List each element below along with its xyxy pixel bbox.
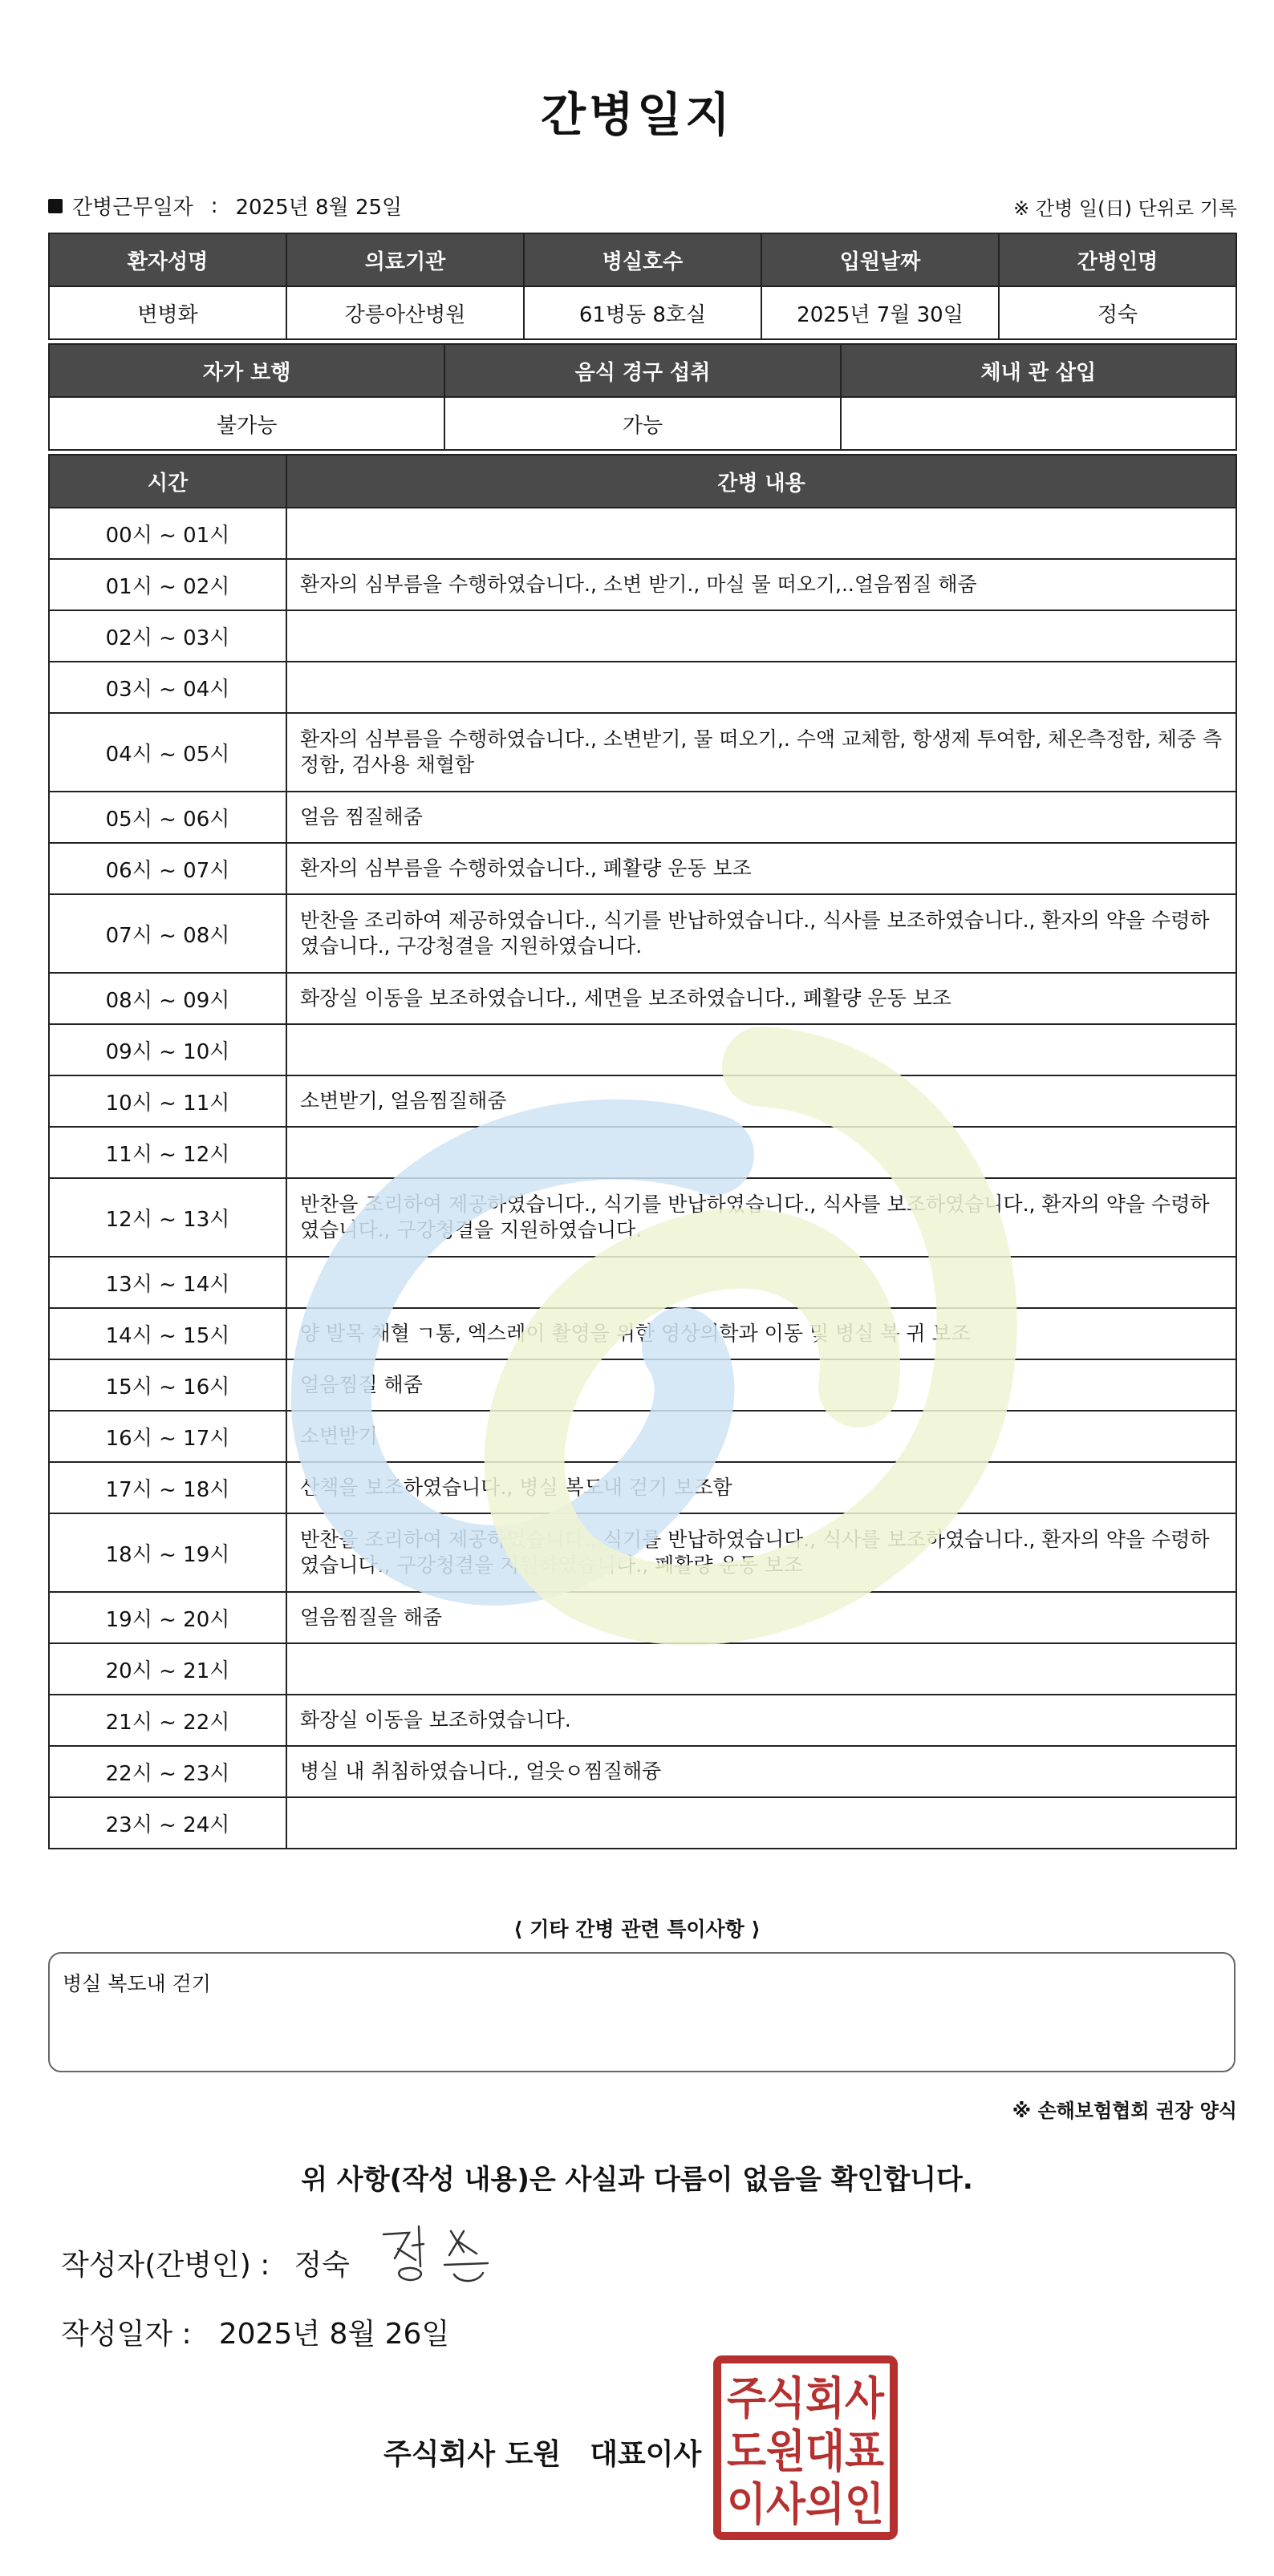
time-cell: 13시 ~ 14시 [49, 1257, 286, 1308]
time-cell: 19시 ~ 20시 [49, 1592, 286, 1643]
page-title: 간병일지 [540, 87, 734, 142]
table-row [49, 894, 1236, 973]
time-cell: 15시 ~ 16시 [49, 1359, 286, 1411]
content-cell: 반찬을 조리하여 제공하였습니다., 식기를 반납하였습니다., 식사를 보조하였습니다., 환자의 약을 수령하였습니다., 구강청결을 지원하였습니다. [286, 1178, 1236, 1257]
svg-text:이사의인: 이사의인 [727, 2479, 884, 2531]
table-row [49, 1411, 1236, 1462]
content-cell: 얼음찜질 해줌 [286, 1359, 1236, 1411]
time-cell: 03시 ~ 04시 [49, 662, 286, 713]
time-cell: 10시 ~ 11시 [49, 1075, 286, 1127]
content-cell: 산책을 보조하였습니다., 병실 복도내 걷기 보조함 [286, 1462, 1236, 1513]
time-cell: 08시 ~ 09시 [49, 973, 286, 1024]
company-name: 주식회사 도원 [383, 2438, 562, 2471]
oral-intake-value: 가능 [444, 397, 840, 450]
time-cell: 23시 ~ 24시 [49, 1797, 286, 1849]
table-row [49, 1359, 1236, 1411]
table-row [49, 610, 1236, 662]
table-row [49, 792, 1236, 843]
content-cell: 소변받기, 얼음찜질해줌 [286, 1075, 1236, 1127]
table-row [49, 559, 1236, 610]
time-cell: 18시 ~ 19시 [49, 1513, 286, 1592]
content-cell [286, 662, 1236, 713]
patient-name: 변병화 [49, 286, 286, 339]
content-cell: 반찬을 조리하여 제공하였습니다., 식기를 반납하였습니다., 식사를 보조하였습니다., 환자의 약을 수령하였습니다., 구강청결을 지원하였습니다., 폐활량 운동 보조 [286, 1513, 1236, 1592]
content-cell: 환자의 심부름을 수행하였습니다., 소변받기, 물 떠오기,. 수액 교체함, 항생제 투여함, 체온측정함, 체중 측정함, 검사용 채혈함 [286, 713, 1236, 792]
table-row [49, 1257, 1236, 1308]
content-cell [286, 1024, 1236, 1075]
content-cell: 얼음 찜질해줌 [286, 792, 1236, 843]
time-cell: 17시 ~ 18시 [49, 1462, 286, 1513]
content-cell: 환자의 심부름을 수행하였습니다., 소변 받기., 마실 물 떠오기,..얼음찜질 해줌 [286, 559, 1236, 610]
time-cell: 09시 ~ 10시 [49, 1024, 286, 1075]
writer-row [61, 2242, 350, 2283]
table-row [49, 1024, 1236, 1075]
time-cell: 12시 ~ 13시 [49, 1178, 286, 1257]
write-date-value: 2025년 8월 26일 [218, 2318, 450, 2351]
patient-info-table [48, 233, 1237, 340]
table-row [49, 1308, 1236, 1359]
table-row [49, 508, 1236, 559]
svg-text:주식회사: 주식회사 [727, 2373, 885, 2425]
table-row [49, 1513, 1236, 1592]
table-row [49, 662, 1236, 713]
time-cell: 00시 ~ 01시 [49, 508, 286, 559]
content-cell: 환자의 심부름을 수행하였습니다., 폐활량 운동 보조 [286, 843, 1236, 894]
table-row [49, 843, 1236, 894]
svg-text:도원대표: 도원대표 [727, 2426, 884, 2478]
time-cell: 21시 ~ 22시 [49, 1695, 286, 1746]
content-cell [286, 508, 1236, 559]
table-row [49, 1643, 1236, 1695]
admission-date: 2025년 7월 30일 [761, 286, 999, 339]
square-bullet-icon [48, 199, 63, 213]
table-row [49, 1695, 1236, 1746]
header-oral-intake: 음식 경구 섭취 [444, 344, 840, 397]
company-seal [712, 2355, 899, 2541]
time-cell: 16시 ~ 17시 [49, 1411, 286, 1462]
table-row [49, 1178, 1236, 1257]
content-cell: 병실 내 취침하였습니다., 얼읏ㅇ찜질해즁 [286, 1746, 1236, 1797]
time-cell: 01시 ~ 02시 [49, 559, 286, 610]
header-time: 시간 [49, 455, 286, 508]
header-patient-name: 환자성명 [49, 233, 286, 286]
time-cell: 20시 ~ 21시 [49, 1643, 286, 1695]
self-walking-value: 불가능 [49, 397, 444, 450]
table-row [49, 973, 1236, 1024]
content-cell: 화장실 이동을 보조하였습니다., 세면을 보조하였습니다., 폐활량 운동 보조 [286, 973, 1236, 1024]
notes-box [48, 1952, 1235, 2072]
write-date-label: 작성일자 : [61, 2318, 192, 2351]
form-note: ※ 손해보험협회 권장 양식 [1012, 2100, 1237, 2122]
header-caregiver: 간병인명 [999, 233, 1236, 286]
notes-title: ⟨ 기타 간병 관련 특이사항 ⟩ [513, 1918, 761, 1941]
company-row [383, 2432, 701, 2473]
time-cell: 14시 ~ 15시 [49, 1308, 286, 1359]
header-care-content: 간병 내용 [286, 455, 1236, 508]
time-cell: 06시 ~ 07시 [49, 843, 286, 894]
table-row [49, 1746, 1236, 1797]
content-cell [286, 1797, 1236, 1849]
hospital-name: 강릉아산병원 [286, 286, 524, 339]
header-self-walking: 자가 보행 [49, 344, 444, 397]
content-cell [286, 1127, 1236, 1178]
writer-name: 정숙 [294, 2249, 350, 2282]
confirmation-statement: 위 사항(작성 내용)은 사실과 다름이 없음을 확인합니다. [301, 2164, 973, 2196]
content-cell: 양 발목 채혈 ㄱ통, 엑스레이 촬영을 위한 영상의학과 이동 및 병실 복 귀 보조 [286, 1308, 1236, 1359]
tube-insertion-value [841, 397, 1236, 450]
content-cell [286, 610, 1236, 662]
record-note: ※ 간병 일(日) 단위로 기록 [1013, 197, 1237, 220]
time-cell: 22시 ~ 23시 [49, 1746, 286, 1797]
work-date-separator: : [210, 193, 218, 218]
ceo-label: 대표이사 [590, 2438, 702, 2471]
content-cell [286, 1643, 1236, 1695]
time-cell: 04시 ~ 05시 [49, 713, 286, 792]
header-tube-insertion: 체내 관 삽입 [841, 344, 1236, 397]
table-row [49, 1462, 1236, 1513]
table-row [49, 1797, 1236, 1849]
content-cell: 반찬을 조리하여 제공하였습니다., 식기를 반납하였습니다., 식사를 보조하였습니다., 환자의 약을 수령하였습니다., 구강청결을 지원하였습니다. [286, 894, 1236, 973]
header-room: 병실호수 [524, 233, 761, 286]
time-cell: 02시 ~ 03시 [49, 610, 286, 662]
work-date-value: 2025년 8월 25일 [235, 196, 403, 220]
notes-content: 병실 복도내 걷기 [63, 1972, 211, 1995]
write-date-row [61, 2311, 449, 2352]
care-log-table [48, 454, 1237, 1849]
room-number: 61병동 8호실 [524, 286, 761, 339]
time-cell: 05시 ~ 06시 [49, 792, 286, 843]
work-date-label: 간병근무일자 [72, 196, 193, 220]
content-cell: 화장실 이동을 보조하였습니다. [286, 1695, 1236, 1746]
header-admission-date: 입원날짜 [761, 233, 999, 286]
table-row [49, 713, 1236, 792]
caregiver-name: 정숙 [999, 286, 1236, 339]
header-hospital: 의료기관 [286, 233, 524, 286]
table-row [49, 1127, 1236, 1178]
handwritten-signature [377, 2217, 497, 2289]
time-cell: 07시 ~ 08시 [49, 894, 286, 973]
time-cell: 11시 ~ 12시 [49, 1127, 286, 1178]
writer-label: 작성자(간병인) : [61, 2249, 270, 2282]
status-info-table [48, 343, 1237, 451]
table-row [49, 1075, 1236, 1127]
work-date-row [48, 191, 402, 221]
table-row [49, 1592, 1236, 1643]
content-cell: 얼음찜질을 해줌 [286, 1592, 1236, 1643]
content-cell [286, 1257, 1236, 1308]
content-cell: 소변받기 [286, 1411, 1236, 1462]
